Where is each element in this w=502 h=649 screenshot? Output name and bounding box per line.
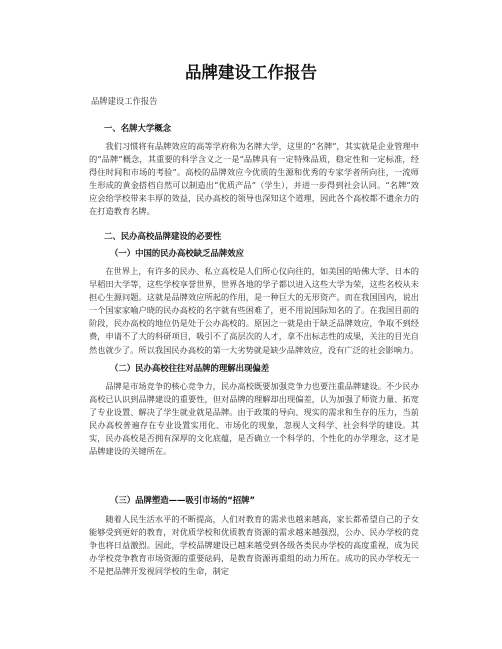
section-heading-2-3: （三）品牌塑造——吸引市场的“招牌” (110, 495, 256, 505)
section-paragraph-2-2: 品牌是市场竞争的核心竞争力，民办高校既要加强竞争力也要注重品牌建设。不少民办高校已认识到品牌建设的重要性，但对品牌的理解却出现偏差，认为加强了师资力量、拓宽了专业设置、解决了学生就业就是品牌。由于政策的导向、现实的需求和生存的压力，当前民办高校普遍存在专业设置实用化、市场化的现象，忽视人文科学、社会科学的建设。其实，民办高校是否拥有深厚的文化底蕴，是否确立一个科学的、个性化的办学理念，这才是品牌建设的关键所在。 (89, 381, 419, 457)
section-paragraph-2-1: 在世界上，有许多的民办、私立高校是人们所心仪向往的，如美国的哈佛大学、日本的早稻田大学等，这些学校享誉世界，世界各地的学子都以进入这些大学为荣，这些名校从未担心生源问题。这就是品牌效应所起的作用，是一种巨大的无形资产。而在我国国内，说出一个国家家喻户晓的民办高校的名字就有些困难了，更不用说国际知名的了。在我国目前的阶段，民办高校的地位仍是处于公办高校的。原因之一就是由于缺乏品牌效应，争取不到经费，申请不了大的科研项目，吸引不了高层次的人才，拿不出标志性的成果，关注的目光自然也就少了。所以我国民办高校的第一大劣势就是缺少品牌效应，没有广泛的社会影响力。 (89, 266, 419, 355)
document-title: 品牌建设工作报告 (185, 63, 317, 82)
section-heading-2: 二、民办高校品牌建设的必要性 (104, 231, 222, 241)
document-subtitle: 品牌建设工作报告 (91, 96, 158, 106)
section-heading-2-1: （一）中国的民办高校缺乏品牌效应 (110, 248, 244, 258)
section-paragraph-2-3: 随着人民生活水平的不断提高，人们对教育的需求也越来越高，家长都希望自己的子女能够受到更好的教育，对优质学校和优质教育资源的需求越来越强烈，公办、民办学校的竞争也将日益激烈。因此，学校品牌建设已越来越受到各级各类民办学校的高度重视，成为民办学校竞争教育市场资源的重要砝码，是教育资源再重组的动力所在。成功的民办学校无一不是把品牌开发视同学校的生命，制定 (89, 514, 419, 577)
section-heading-2-2: （二）民办高校往往对品牌的理解出现偏差 (110, 363, 270, 373)
section-paragraph-1: 我们习惯将有品牌效应的高等学府称为名牌大学，这里的“名牌”，其实就是企业管理中的“品牌”概念，其重要的科学含义之一是“品牌具有一定特殊品质，稳定性和一定标准，经得住时间和市场的考验”。高校的品牌效应今优质的生源和优秀的专家学者所向往，一流师生形成的黄金搭档自然可以制造出“优质产品”（学生），并进一步得到社会认同。“名牌”效应会给学校带来丰厚的效益，民办高校的领导也深知这个道理，因此各个高校都不遗余力的在打造教育名牌。 (89, 141, 419, 217)
section-heading-1: 一、名牌大学概念 (104, 123, 171, 133)
